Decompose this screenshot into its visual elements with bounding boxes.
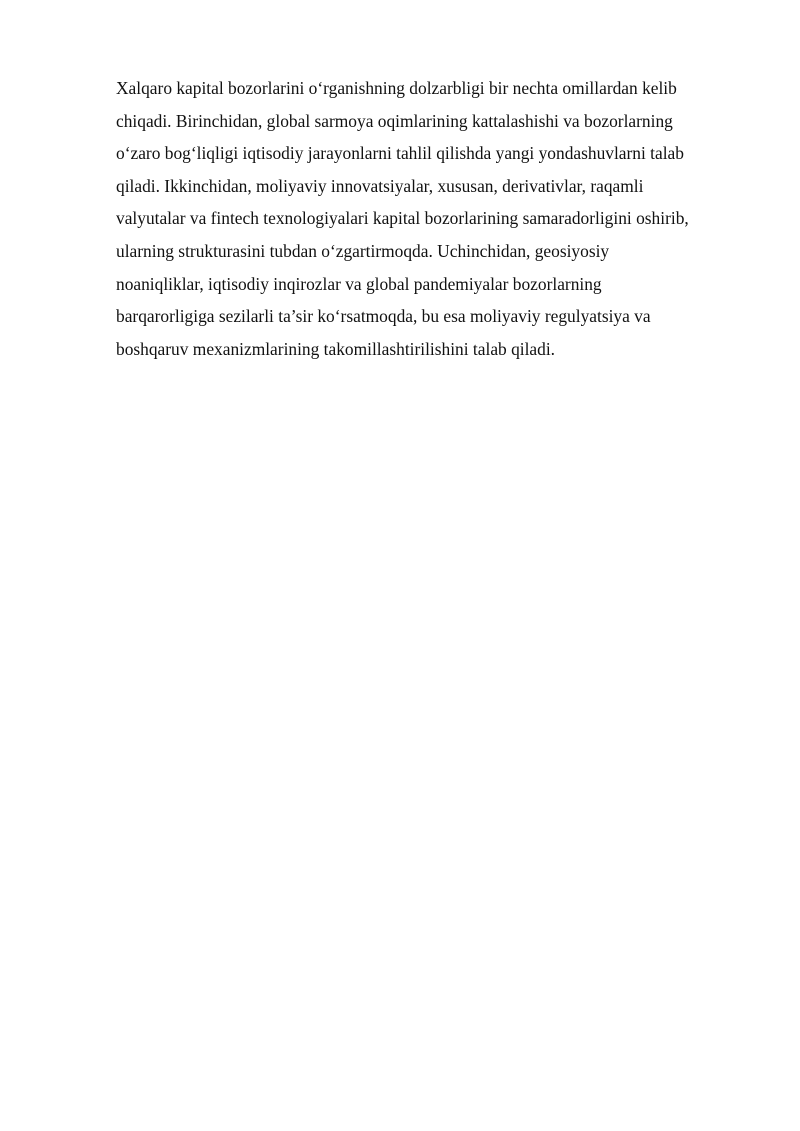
paragraph-line: chiqadi. Birinchidan, global sarmoya oqimlarining kattalashishi va bozorlarning — [116, 110, 673, 131]
paragraph-line: noaniqliklar, iqtisodiy inqirozlar va global pandemiyalar bozorlarning — [116, 273, 602, 294]
paragraph-line: boshqaruv mexanizmlarining takomillashtirilishini talab qiladi. — [116, 338, 556, 359]
body-paragraph — [116, 72, 756, 365]
paragraph-line: barqarorligiga sezilarli ta’sir ko‘rsatmoqda, bu esa moliyaviy regulyatsiya va — [116, 306, 651, 327]
paragraph-line: Xalqaro kapital bozorlarini o‘rganishning dolzarbligi bir nechta omillardan kelib — [116, 78, 677, 98]
paragraph-line: qiladi. Ikkinchidan, moliyaviy innovatsiyalar, xususan, derivativlar, raqamli — [116, 175, 644, 196]
paragraph-line: ularning strukturasini tubdan o‘zgartirmoqda. Uchinchidan, geosiyosiy — [116, 240, 610, 261]
paragraph-line: o‘zaro bog‘liqligi iqtisodiy jarayonlarni tahlil qilishda yangi yondashuvlarni talab — [116, 143, 684, 164]
paragraph-line: valyutalar va fintech texnologiyalari kapital bozorlarining samaradorligini oshirib, — [116, 208, 689, 229]
